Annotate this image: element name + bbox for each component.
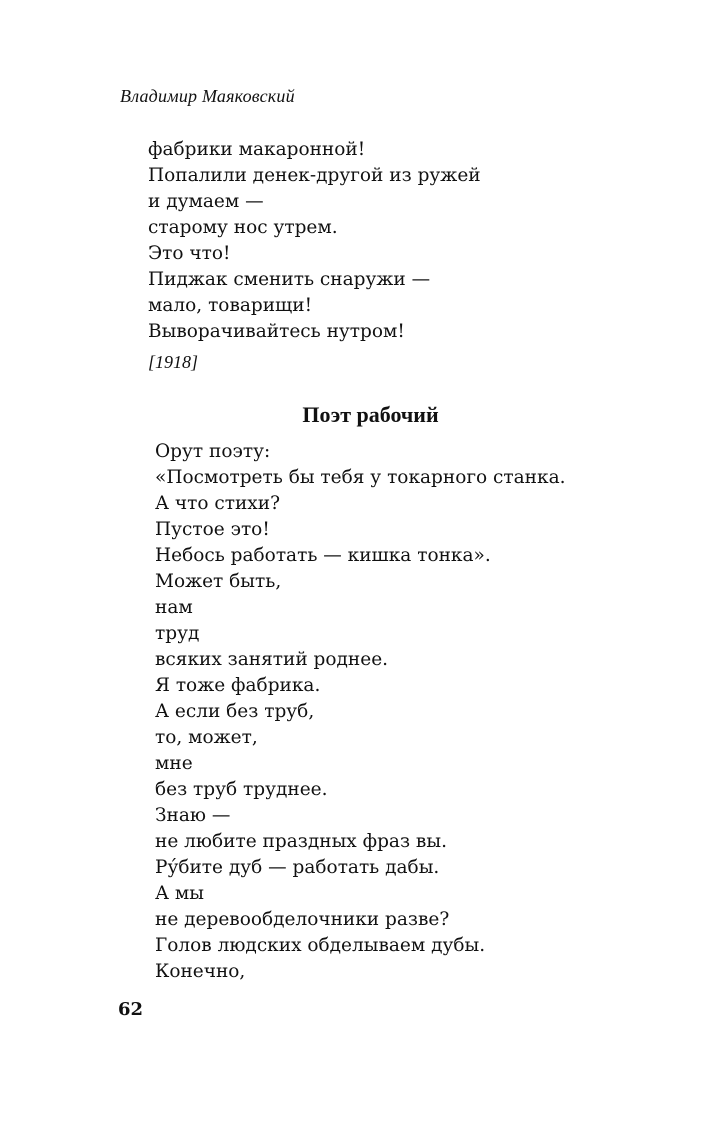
poem-date: [1918]: [148, 352, 199, 372]
page-number: 62: [118, 999, 144, 1020]
verse-line: мне: [155, 753, 193, 774]
verse-line: А мы: [155, 883, 205, 904]
verse-line: не деревообделочники разве?: [155, 909, 450, 930]
verse-line: Это что!: [148, 243, 231, 264]
verse-line: Пиджак сменить снаружи —: [148, 269, 431, 290]
verse-line: Пустое это!: [155, 519, 270, 540]
verse-line: А что стихи?: [155, 493, 280, 514]
poem-body: [155, 439, 566, 985]
verse-line: Я тоже фабрика.: [155, 675, 321, 696]
verse-line: не любите праздных фраз вы.: [155, 831, 447, 852]
verse-line: Небось работать — кишка тонка».: [155, 545, 491, 566]
verse-line: Выворачивайтесь нутром!: [148, 321, 405, 342]
verse-line: А если без труб,: [155, 701, 315, 722]
verse-line: Конечно,: [155, 961, 246, 982]
verse-line: то, может,: [155, 727, 258, 748]
verse-line: Может быть,: [155, 571, 282, 592]
verse-line: Голов людских обделываем дубы.: [155, 935, 486, 956]
running-head: Владимир Маяковский: [120, 86, 295, 106]
previous-poem-ending: [148, 137, 481, 345]
verse-line: нам: [155, 597, 193, 618]
verse-line: мало, товарищи!: [148, 295, 313, 316]
verse-line: Знаю —: [155, 805, 231, 826]
verse-line: «Посмотреть бы тебя у токарного станка.: [155, 467, 566, 488]
verse-line: старому нос утрем.: [148, 217, 338, 238]
verse-line: фабрики макаронной!: [148, 139, 366, 160]
verse-line: без труб труднее.: [155, 779, 328, 800]
verse-line: и думаем —: [148, 191, 264, 212]
verse-line: Орут поэту:: [155, 441, 271, 462]
verse-line: всяких занятий роднее.: [155, 649, 389, 670]
verse-line: труд: [155, 623, 200, 644]
verse-line: Попалили денек-другой из ружей: [148, 165, 481, 186]
verse-line: Ру́бите дуб — работать дабы.: [155, 857, 440, 878]
poem-title: Поэт рабочий: [302, 402, 439, 427]
